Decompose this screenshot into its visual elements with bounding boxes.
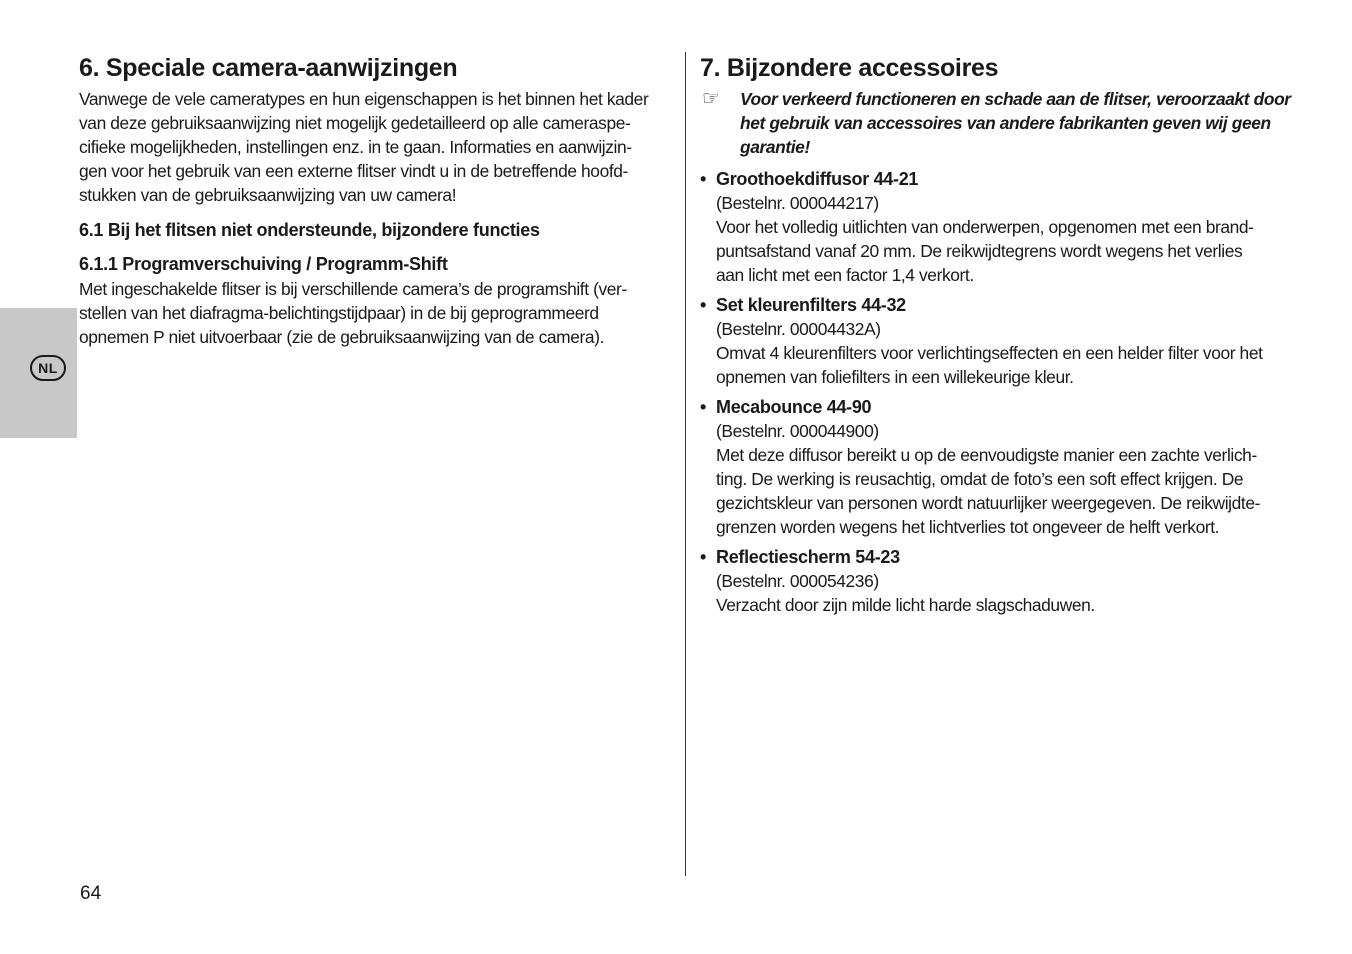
intro-paragraph (79, 87, 679, 207)
order-number: (Bestelnr. 000054236) (716, 571, 879, 591)
accessory-title: Groothoekdiffusor 44-21 (716, 169, 919, 189)
program-shift-paragraph (79, 277, 679, 349)
text-line: stukken van de gebruiksaanwijzing van uw camera! (79, 185, 457, 205)
text-line: Omvat 4 kleurenfilters voor verlichtingseffecten en een helder filter voor het (716, 343, 1263, 363)
bullet: • (700, 397, 707, 417)
text-line: stellen van het diafragma-belichtingstijdpaar) in de bij geprogrammeerd (79, 303, 599, 323)
subsubsection-title: 6.1.1 Programverschuiving / Programm-Shift (79, 254, 448, 274)
order-number: (Bestelnr. 000044900) (716, 421, 879, 441)
text-line: ting. De werking is reusachtig, omdat de foto’s een soft effect krijgen. De (716, 469, 1244, 489)
right-column (700, 53, 1310, 617)
accessory-item (700, 293, 1310, 389)
accessory-title: Set kleurenfilters 44-32 (716, 295, 906, 315)
subsection-title: 6.1 Bij het flitsen niet ondersteunde, bijzondere functies (79, 220, 540, 240)
notice-line: het gebruik van accessoires van andere fabrikanten geven wij geen (740, 113, 1271, 133)
accessory-item (700, 545, 1310, 617)
text-line: Met ingeschakelde flitser is bij verschillende camera’s de programshift (ver- (79, 279, 627, 299)
text-line: Voor het volledig uitlichten van onderwerpen, opgenomen met een brand- (716, 217, 1254, 237)
column-divider (685, 52, 686, 876)
accessory-title: Mecabounce 44-90 (716, 397, 872, 417)
text-line: Met deze diffusor bereikt u op de eenvoudigste manier een zachte verlich- (716, 445, 1257, 465)
text-line: Verzacht door zijn milde licht harde slagschaduwen. (716, 595, 1095, 615)
text-line: opnemen van foliefilters in een willekeurige kleur. (716, 367, 1074, 387)
text-line: grenzen worden wegens het lichtverlies tot ongeveer de helft verkort. (716, 517, 1220, 537)
order-number: (Bestelnr. 000044217) (716, 193, 879, 213)
text-line: gen voor het gebruik van een externe flitser vindt u in de betreffende hoofd- (79, 161, 628, 181)
pointing-hand-icon: ☞ (702, 88, 720, 110)
warranty-notice (700, 87, 1310, 159)
accessory-item (700, 395, 1310, 539)
notice-line: Voor verkeerd functioneren en schade aan de flitser, veroorzaakt door (740, 89, 1291, 109)
text-line: aan licht met een factor 1,4 verkort. (716, 265, 974, 285)
text-line: Vanwege de vele cameratypes en hun eigenschappen is het binnen het kader (79, 89, 649, 109)
language-badge: NL (30, 355, 66, 381)
text-line: van deze gebruiksaanwijzing niet mogelijk gedetailleerd op alle cameraspe- (79, 113, 631, 133)
page-number: 64 (80, 883, 102, 904)
accessory-item (700, 167, 1310, 287)
accessory-title: Reflectiescherm 54-23 (716, 547, 900, 567)
left-column (79, 53, 679, 349)
text-line: opnemen P niet uitvoerbaar (zie de gebruiksaanwijzing van de camera). (79, 327, 605, 347)
section-title-accessories: 7. Bijzondere accessoires (700, 54, 999, 82)
text-line: puntsafstand vanaf 20 mm. De reikwijdtegrens wordt wegens het verlies (716, 241, 1243, 261)
bullet: • (700, 547, 707, 567)
order-number: (Bestelnr. 00004432A) (716, 319, 881, 339)
text-line: cifieke mogelijkheden, instellingen enz. in te gaan. Informaties en aanwijzin- (79, 137, 632, 157)
text-line: gezichtskleur van personen wordt natuurlijker weergegeven. De reikwijdte- (716, 493, 1261, 513)
section-title-camera-instructions: 6. Speciale camera-aanwijzingen (79, 54, 458, 82)
notice-line: garantie! (740, 137, 810, 157)
bullet: • (700, 169, 707, 189)
bullet: • (700, 295, 707, 315)
